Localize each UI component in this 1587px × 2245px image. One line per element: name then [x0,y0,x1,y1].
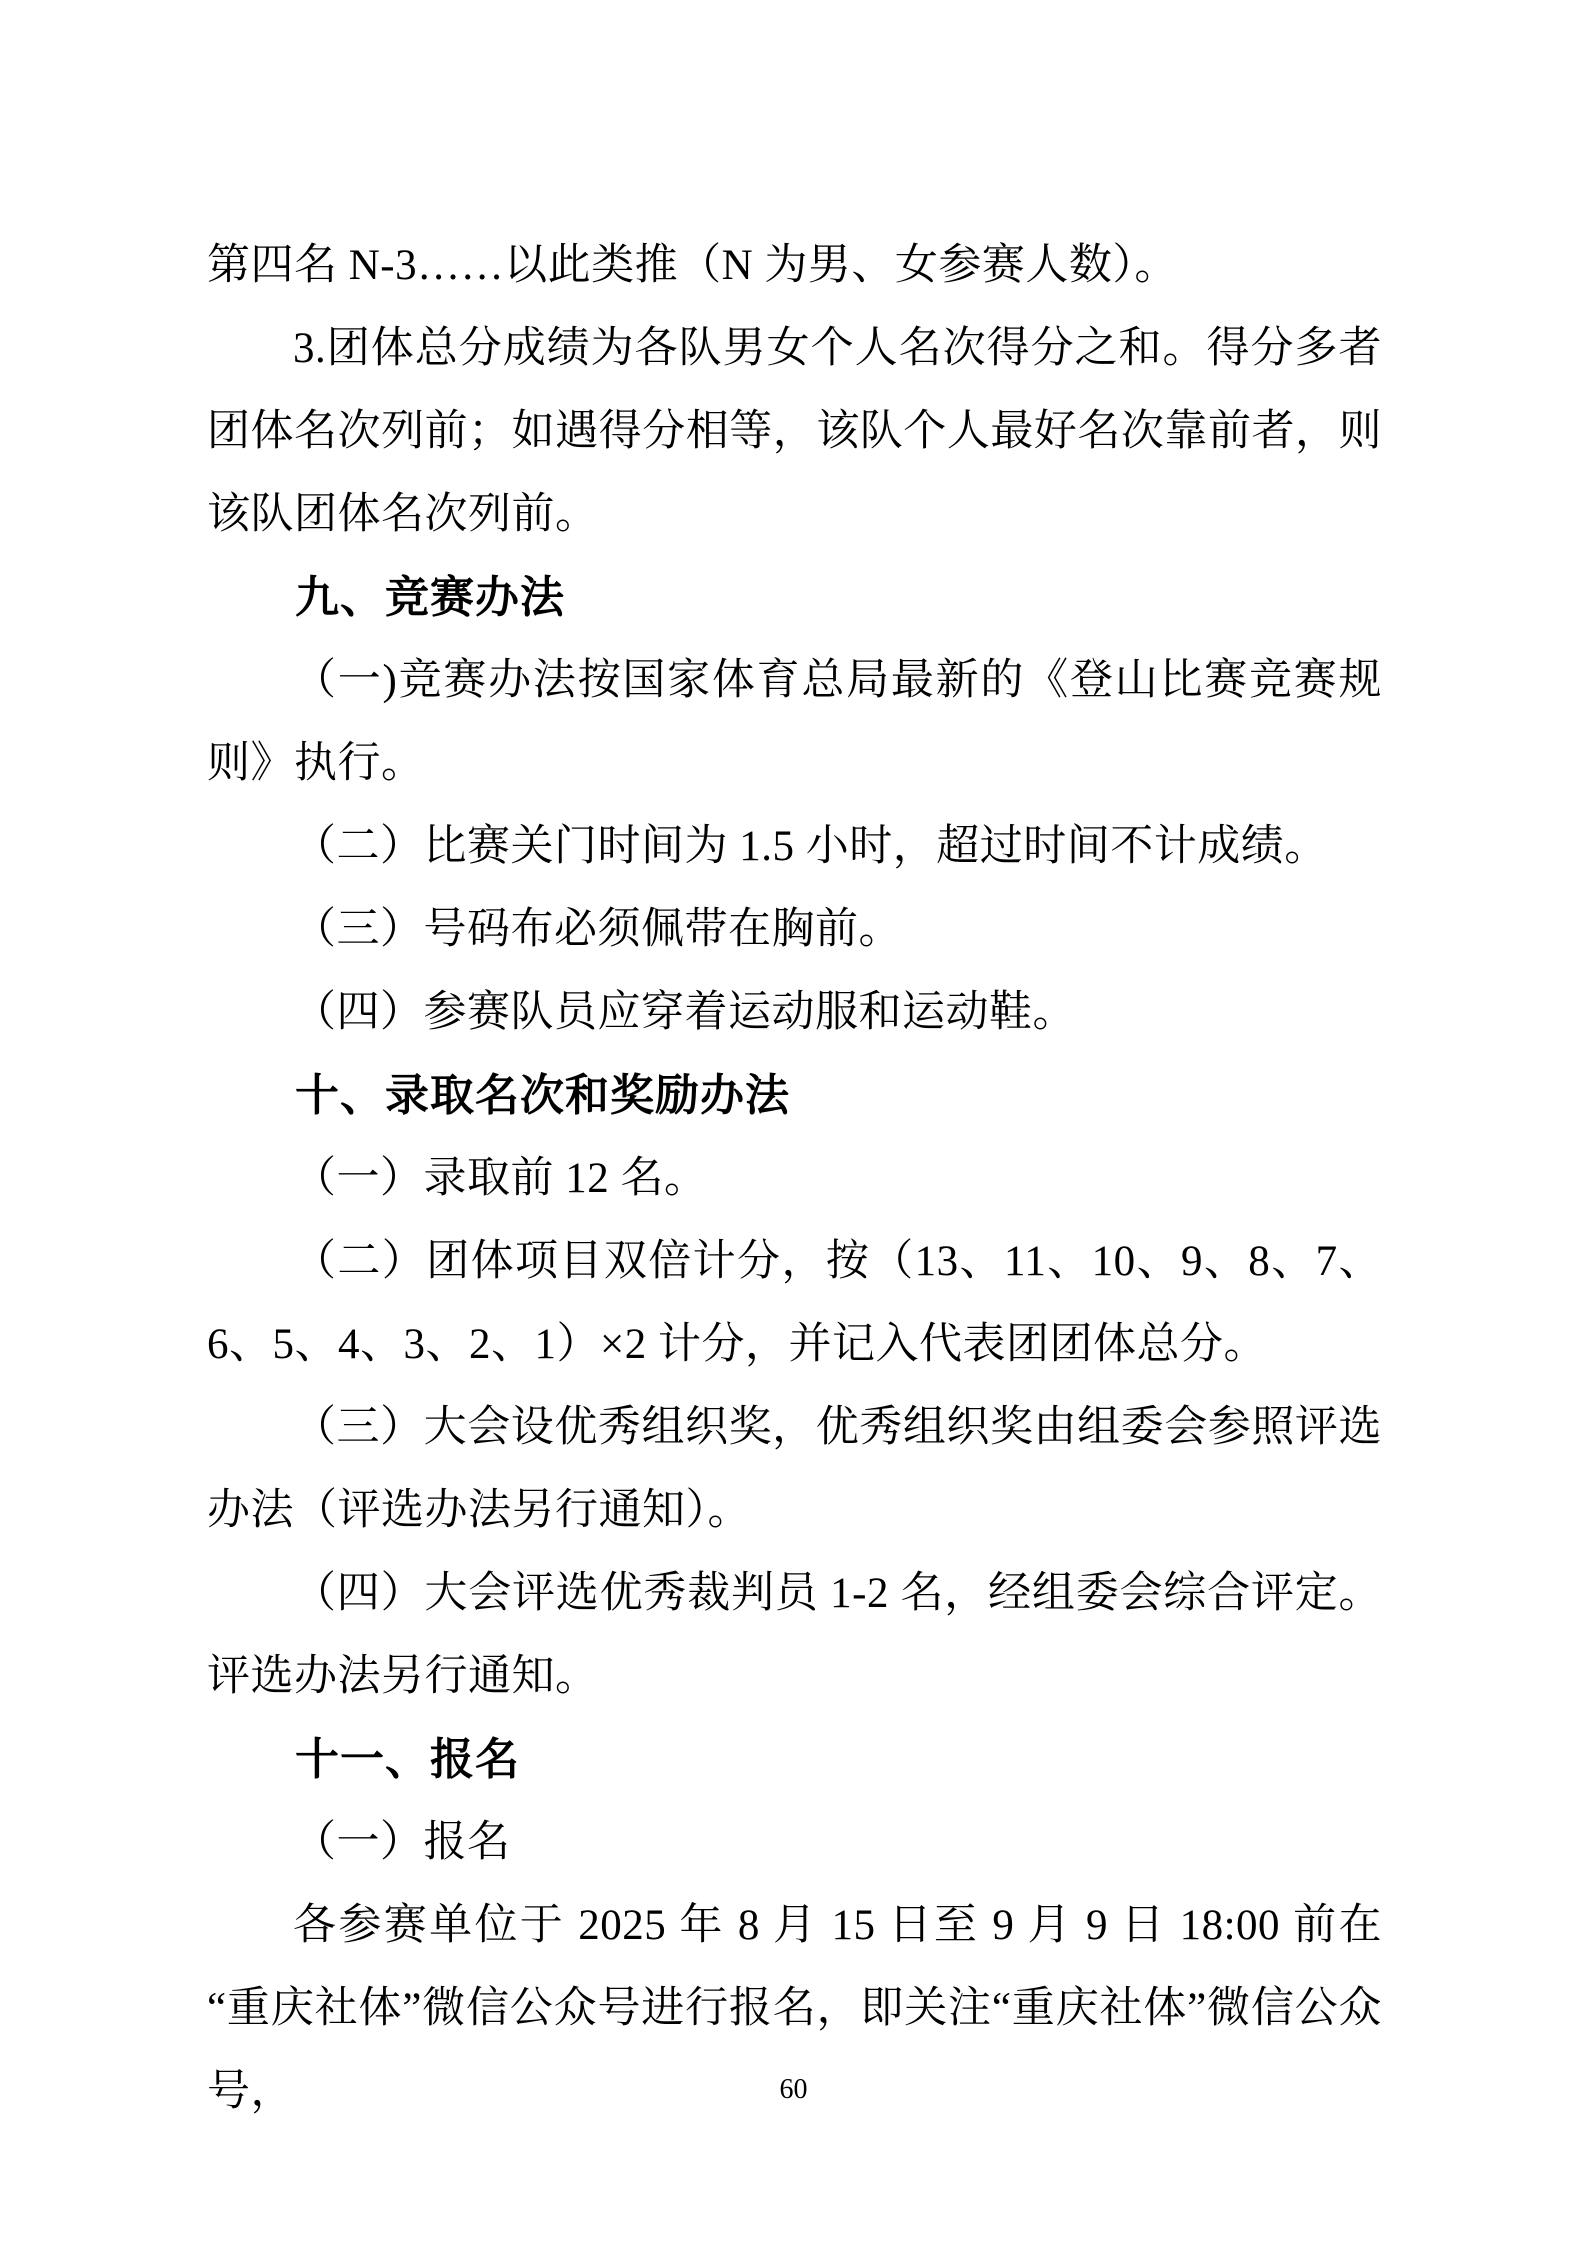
paragraph-rule-3: （三）号码布必须佩带在胸前。 [293,906,902,953]
paragraph-ranking-continuation: 第四名 N-3……以此类推（N 为男、女参赛人数）。 [207,242,1178,289]
section-heading-9-competition-rules: 九、竞赛办法 [295,573,565,622]
page-number: 60 [779,2074,808,2105]
paragraph-rule-2: （二）比赛关门时间为 1.5 小时，超过时间不计成绩。 [293,823,1328,870]
section-heading-11-registration: 十一、报名 [295,1735,520,1784]
paragraph-registration-label: （一）报名 [293,1819,511,1866]
paragraph-registration-details: 各参赛单位于 2025 年 8 月 15 日至 9 月 9 日 18:00 前在“重庆社体”微信公众号进行报名，即关注“重庆社体”微信公众号， [207,1902,1382,2115]
paragraph-award-3: （三）大会设优秀组织奖，优秀组织奖由组委会参照评选办法（评选办法另行通知）。 [207,1404,1382,1534]
paragraph-award-4: （四）大会评选优秀裁判员 1-2 名，经组委会综合评定。评选办法另行通知。 [207,1570,1382,1700]
section-heading-10-awards: 十、录取名次和奖励办法 [295,1071,790,1120]
paragraph-rule-4: （四）参赛队员应穿着运动服和运动鞋。 [293,989,1076,1036]
paragraph-award-1: （一）录取前 12 名。 [293,1155,708,1202]
paragraph-team-total-score: 3.团体总分成绩为各队男女个人名次得分之和。得分多者团体名次列前；如遇得分相等，该队个人最好名次靠前者，则该队团体名次列前。 [207,325,1382,538]
paragraph-rule-1: （一)竞赛办法按国家体育总局最新的《登山比赛竞赛规则》执行。 [207,657,1382,787]
paragraph-award-2: （二）团体项目双倍计分，按（13、11、10、9、8、7、6、5、4、3、2、1）×2 计分，并记入代表团团体总分。 [207,1238,1382,1368]
